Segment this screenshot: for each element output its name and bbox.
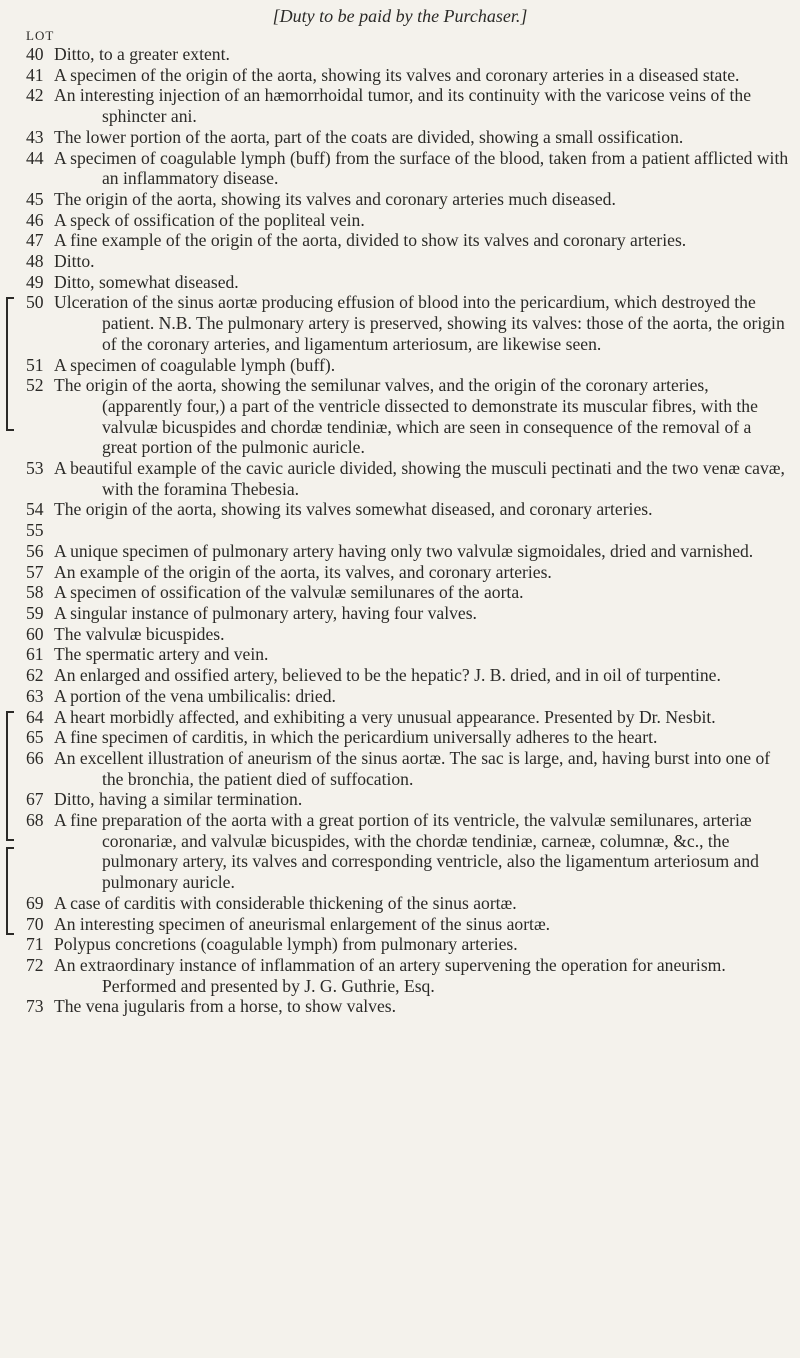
lot-number: 58 [26,582,44,603]
lot-entry [0,272,790,293]
lot-number: 44 [26,147,44,168]
lot-number: 68 [26,810,44,831]
lot-number: 51 [26,354,44,375]
lot-number: 67 [26,789,44,810]
lot-description: A unique specimen of pulmonary artery having only two valvulæ sigmoidales, dried and varnished. [54,540,754,561]
lot-description: The spermatic artery and vein. [54,644,269,665]
lot-number: 43 [26,126,44,147]
lot-description: A fine preparation of the aorta with a great portion of its ventricle, the valvulæ semilunares, arteriæ coronariæ, and valvulæ bicuspides, with the chordæ tendiniæ, carneæ, columnæ, &c., the pulmonary artery, its valves and corresponding ventricle, also the ligamentum arteriosum and pulmonary auricle. [54,810,759,893]
lot-description: An excellent illustration of aneurism of the sinus aortæ. The sac is large, and, having burst into one of the bronchia, the patient died of suffocation. [54,747,771,789]
lot-entry [0,499,790,520]
lot-number: 65 [26,727,44,748]
lot-entry [0,230,790,251]
lot-description: A speck of ossification of the popliteal vein. [54,209,365,230]
lot-entry [0,355,790,376]
page-header: [Duty to be paid by the Purchaser.] [272,6,528,26]
lot-description: A portion of the vena umbilicalis: dried. [54,685,336,706]
lot-entry [0,541,790,562]
lot-description: Ditto, having a similar termination. [54,789,303,810]
lot-description: A specimen of coagulable lymph (buff). [54,354,336,375]
lot-number: 66 [26,747,44,768]
lot-entry [0,748,790,789]
lot-entry [0,458,790,499]
lot-number: 56 [26,540,44,561]
lot-description: The origin of the aorta, showing its valves and coronary arteries much diseased. [54,188,616,209]
lot-number: 69 [26,892,44,913]
lot-entry [0,582,790,603]
lot-number: 42 [26,85,44,106]
lot-entry [0,520,790,541]
lot-description: Polypus concretions (coagulable lymph) from pulmonary arteries. [54,934,518,955]
lot-number: 62 [26,665,44,686]
lot-number: 52 [26,375,44,396]
lot-number: 50 [26,292,44,313]
lot-number: 57 [26,561,44,582]
lot-entry [0,603,790,624]
lot-entry [0,644,790,665]
lot-description: An extraordinary instance of inflammation of an artery supervening the operation for aneurism. Performed and presented by J. G. Guthrie, Esq. [54,954,726,996]
lot-entry [0,934,790,955]
lot-description: The vena jugularis from a horse, to show valves. [54,996,397,1017]
lot-number: 45 [26,188,44,209]
lot-entry [0,292,790,354]
lot-number: 63 [26,685,44,706]
lot-description: An interesting injection of an hæmorrhoidal tumor, and its continuity with the varicose veins of the sphincter ani. [54,85,752,127]
lot-number: 49 [26,271,44,292]
lot-column-label: LOT [26,28,55,43]
lot-entry [0,789,790,810]
lot-number: 48 [26,251,44,272]
group-brace [6,297,18,431]
group-brace [6,711,18,841]
lot-entry [0,624,790,645]
lot-description: The origin of the aorta, showing its valves somewhat diseased, and coronary arteries. [54,499,653,520]
lot-description: A singular instance of pulmonary artery, having four valves. [54,602,477,623]
lot-number: 73 [26,996,44,1017]
lot-number: 46 [26,209,44,230]
lot-number: 53 [26,458,44,479]
lot-entry [0,562,790,583]
lot-entry [0,686,790,707]
lot-entry [0,810,790,893]
lot-entry [0,65,790,86]
lot-number: 55 [26,520,44,541]
lot-description: An interesting specimen of aneurismal enlargement of the sinus aortæ. [54,913,551,934]
lot-entry [0,251,790,272]
lot-description: Ditto. [54,251,95,272]
lot-entry [0,727,790,748]
lot-entry [0,127,790,148]
lot-description: A beautiful example of the cavic auricle divided, showing the musculi pectinati and the two venæ cavæ, with the foramina Thebesia. [54,458,785,499]
lot-description: Ditto, to a greater extent. [54,44,230,64]
lot-entry [0,44,790,65]
lot-description: An enlarged and ossified artery, believed to be the hepatic? J. B. dried, and in oil of turpentine. [54,665,721,686]
lot-description: Ditto, somewhat diseased. [54,271,239,292]
lot-description: The origin of the aorta, showing the semilunar valves, and the origin of the coronary arteries, (apparently four,) a part of the ventricle dissected to demonstrate its muscular fibres, with the valvulæ bicuspides and chordæ tendiniæ, which are seen in consequence of the removal of a great portion of the pulmonic auricle. [54,375,758,458]
group-brace [6,847,18,935]
lot-number: 60 [26,623,44,644]
lot-entry [0,893,790,914]
lot-description: A fine example of the origin of the aorta, divided to show its valves and coronary arteries. [54,230,687,251]
lot-entry [0,189,790,210]
lot-entry [0,85,790,126]
lot-number: 72 [26,954,44,975]
lot-number: 47 [26,230,44,251]
lot-description: A specimen of the origin of the aorta, showing its valves and coronary arteries in a diseased state. [54,64,740,85]
lot-description: A fine specimen of carditis, in which the pericardium universally adheres to the heart. [54,727,658,748]
lot-number: 71 [26,934,44,955]
lot-entry [0,148,790,189]
lot-entry [0,996,790,1017]
lot-number: 70 [26,913,44,934]
lot-entry [0,914,790,935]
lot-number: 61 [26,644,44,665]
lot-number: 41 [26,64,44,85]
lot-entry [0,210,790,231]
lot-entry [0,707,790,728]
lot-number: 59 [26,602,44,623]
lot-description: An example of the origin of the aorta, its valves, and coronary arteries. [54,561,552,582]
lot-description: Ulceration of the sinus aortæ producing effusion of blood into the pericardium, which destroyed the patient. N.B. The pulmonary artery is preserved, showing its valves: those of the aorta, the origin of the coronary arteries, and ligamentum arteriosum, are likewise seen. [54,292,785,354]
lot-entry [0,375,790,458]
lot-entry [0,955,790,996]
lot-description: The lower portion of the aorta, part of the coats are divided, showing a small ossification. [54,126,684,147]
lot-description: A specimen of ossification of the valvulæ semilunares of the aorta. [54,582,524,603]
lot-number: 40 [26,44,44,64]
lot-number: 64 [26,706,44,727]
lot-number: 54 [26,499,44,520]
lot-description: A case of carditis with considerable thickening of the sinus aortæ. [54,892,517,913]
lot-entry [0,665,790,686]
lot-description: The valvulæ bicuspides. [54,623,225,644]
lot-list [0,44,800,1017]
lot-description: A specimen of coagulable lymph (buff) from the surface of the blood, taken from a patient afflicted with an inflammatory disease. [54,147,789,189]
lot-description: A heart morbidly affected, and exhibiting a very unusual appearance. Presented by Dr. Nesbit. [54,706,716,727]
